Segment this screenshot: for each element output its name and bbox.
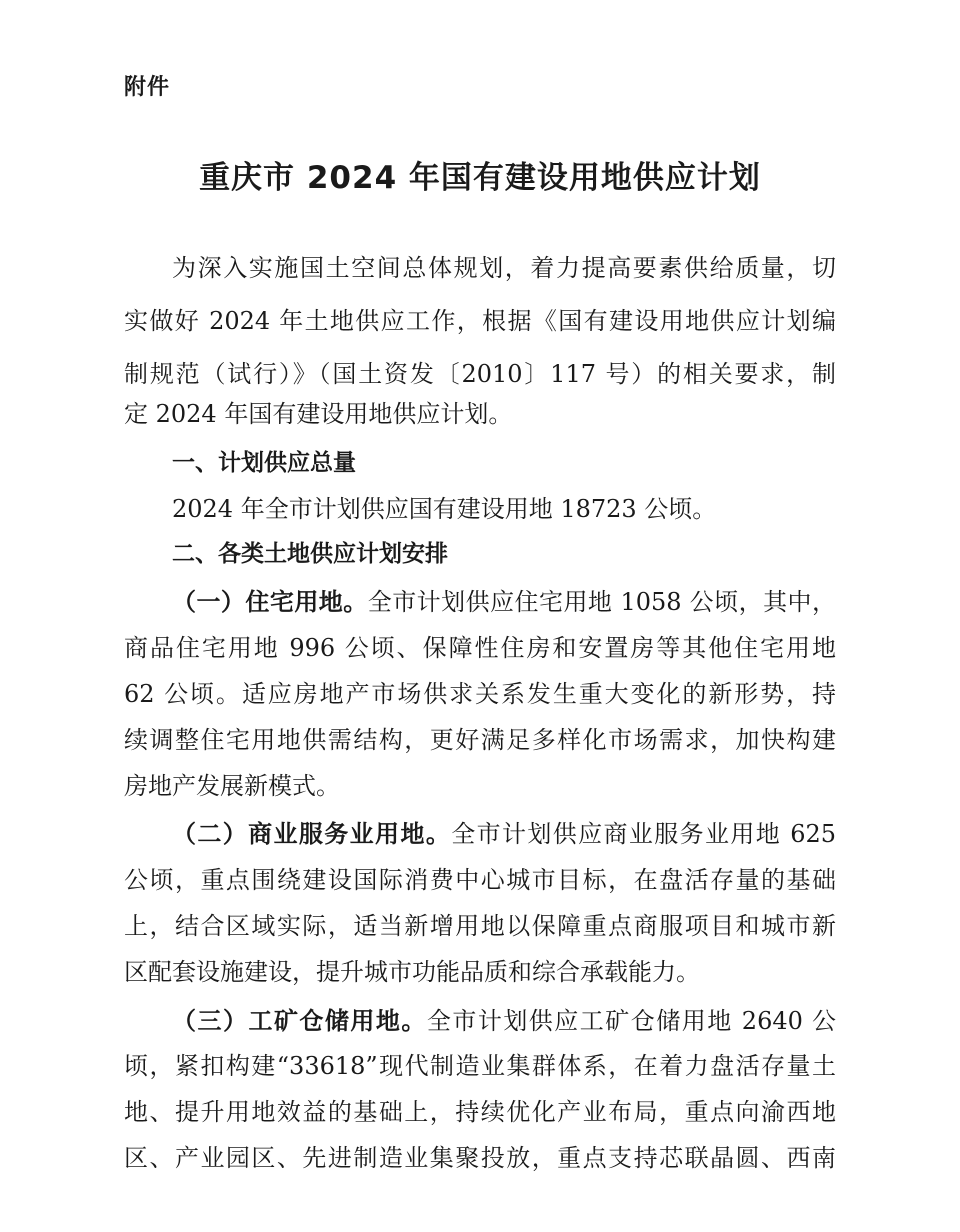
industrial-line-3: 地、提升用地效益的基础上，持续优化产业布局，重点向渝西地 xyxy=(124,1098,836,1126)
residential-subheading: （一）住宅用地。 xyxy=(172,588,368,616)
industrial-line-4: 区、产业园区、先进制造业集聚投放，重点支持芯联晶圆、西南 xyxy=(124,1144,836,1172)
intro-line-1: 为深入实施国土空间总体规划，着力提高要素供给质量，切 xyxy=(172,254,836,282)
industrial-line-2: 顷，紧扣构建“33618”现代制造业集群体系，在着力盘活存量土 xyxy=(124,1052,836,1080)
document-title: 重庆市 2024 年国有建设用地供应计划 xyxy=(199,160,761,196)
residential-line-2: 商品住宅用地 996 公顷、保障性住房和安置房等其他住宅用地 xyxy=(124,634,836,662)
commercial-line-2: 公顷，重点围绕建设国际消费中心城市目标，在盘活存量的基础 xyxy=(124,866,836,894)
commercial-subheading: （二）商业服务业用地。 xyxy=(172,820,452,848)
intro-line-3: 制规范（试行）》（国土资发〔2010〕117 号）的相关要求，制 xyxy=(124,360,836,388)
commercial-line-3: 上，结合区域实际，适当新增用地以保障重点商服项目和城市新 xyxy=(124,912,836,940)
commercial-line-4: 区配套设施建设，提升城市功能品质和综合承载能力。 xyxy=(124,958,700,986)
industrial-subheading: （三）工矿仓储用地。 xyxy=(172,1007,427,1035)
residential-line-3: 62 公顷。适应房地产市场供求关系发生重大变化的新形势，持 xyxy=(124,680,836,708)
commercial-line-1 xyxy=(172,818,836,850)
industrial-first-text: 全市计划供应工矿仓储用地 2640 公 xyxy=(426,1007,836,1035)
section-heading-total: 一、计划供应总量 xyxy=(172,450,356,476)
residential-line-4: 续调整住宅用地供需结构，更好满足多样化市场需求，加快构建 xyxy=(124,726,836,754)
residential-line-5: 房地产发展新模式。 xyxy=(124,772,340,800)
residential-first-text: 全市计划供应住宅用地 1058 公顷，其中， xyxy=(367,588,836,616)
intro-line-4: 定 2024 年国有建设用地供应计划。 xyxy=(124,400,513,428)
attachment-label: 附件 xyxy=(124,75,171,100)
section-heading-categories: 二、各类土地供应计划安排 xyxy=(172,541,448,567)
residential-line-1 xyxy=(172,586,836,618)
industrial-line-1 xyxy=(172,1005,836,1037)
commercial-first-text: 全市计划供应商业服务业用地 625 xyxy=(451,820,837,848)
intro-line-2: 实做好 2024 年土地供应工作，根据《国有建设用地供应计划编 xyxy=(124,307,836,335)
section-total-line-1: 2024 年全市计划供应国有建设用地 18723 公顷。 xyxy=(172,495,717,523)
